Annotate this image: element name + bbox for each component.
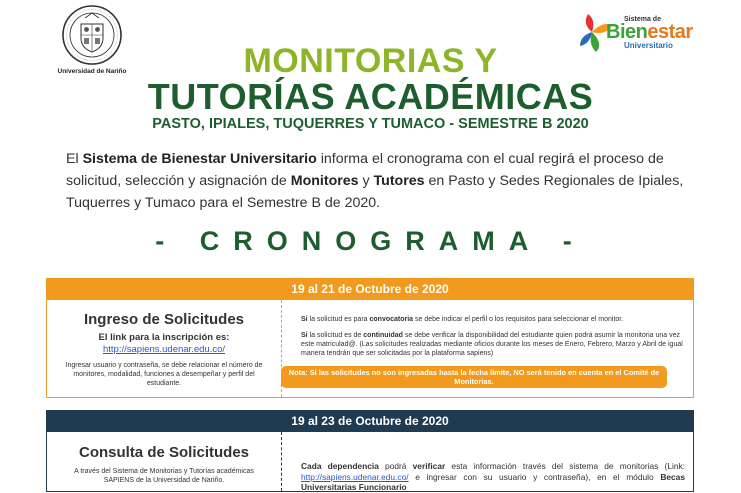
section-2-box <box>46 432 694 492</box>
section-2-link[interactable]: http://sapiens.udenar.edu.co/ <box>301 471 409 482</box>
section-1-link-label: El link para la inscripción es: <box>98 332 230 343</box>
section-1-link[interactable]: http://sapiens.udenar.edu.co/ <box>102 344 225 355</box>
section-2-right <box>301 432 685 493</box>
section-2-divider <box>281 432 282 491</box>
section-1-left <box>47 300 281 388</box>
title-line1: MONITORIAS Y <box>243 42 498 80</box>
section-2-date: 19 al 23 de Octubre de 2020 <box>46 410 694 432</box>
section-2-left <box>47 432 281 485</box>
section-1-rule-continuidad: Si la solicitud es de continuidad se debe verificar la disponibilidad del estudiante quien podrá asumir la monitoria una vez este matriculad@. (Las solicitudes realizadas mediante oficios durante los meses de Enero, Febrero, Marzo y Abril de igual manera tendrán que ser solicitadas por la plataforma sapiens) <box>301 332 683 357</box>
section-1-desc: Ingresar usuario y contraseña, se debe relacionar el número de monitores, modalidad, funciones a desempeñar y perfil del estudiante. <box>65 362 263 387</box>
bienestar-logo-word: Bienestar <box>606 21 693 43</box>
section-2-rule: Cada dependencia podrá verificar esta información través del sistema de monitorias (Link: http://sapiens.udenar.edu.co/ e ingresar con su usuario y contraseña), en el módulo Becas Universitarias Funcionario <box>301 461 686 492</box>
section-1-note: Nota: Si las solicitudes no son ingresadas hasta la fecha límite, NO será tenido en cuenta en el Comité de Monitorias. <box>281 366 667 388</box>
intro-paragraph: El Sistema de Bienestar Universitario informa el cronograma con el cual regirá el proceso de solicitud, selección y asignación de Monitores y Tutores en Pasto y Sedes Regionales de Ipiales, Tuquerres y Tumaco para el Semestre B de 2020. <box>66 151 684 211</box>
bienestar-logo-line1: Sistema de <box>624 16 661 23</box>
section-1-right <box>301 300 685 358</box>
section-1-box <box>46 300 694 398</box>
section-1-date: 19 al 21 de Octubre de 2020 <box>46 278 694 300</box>
bienestar-logo-line3: Universitario <box>624 41 673 50</box>
title-subtitle: PASTO, IPIALES, TUQUERRES Y TUMACO - SEMESTRE B 2020 <box>152 116 589 132</box>
section-2-title: Consulta de Solicitudes <box>78 444 250 461</box>
section-2-desc: A través del Sistema de Monitorias y Tutorías académicas SAPIENS de la Universidad de Nariño. <box>74 468 254 484</box>
title-line2: TUTORÍAS ACADÉMICAS <box>147 76 594 117</box>
section-1-rule-convocatoria: Si la solicitud es para convocatoria se debe indicar el perfil o los requisitos para seleccionar el monitor. <box>301 316 624 323</box>
university-name: Universidad de Nariño <box>57 68 127 75</box>
cronograma-heading: - CRONOGRAMA - <box>155 226 586 256</box>
section-1-title: Ingreso de Solicitudes <box>83 311 245 328</box>
